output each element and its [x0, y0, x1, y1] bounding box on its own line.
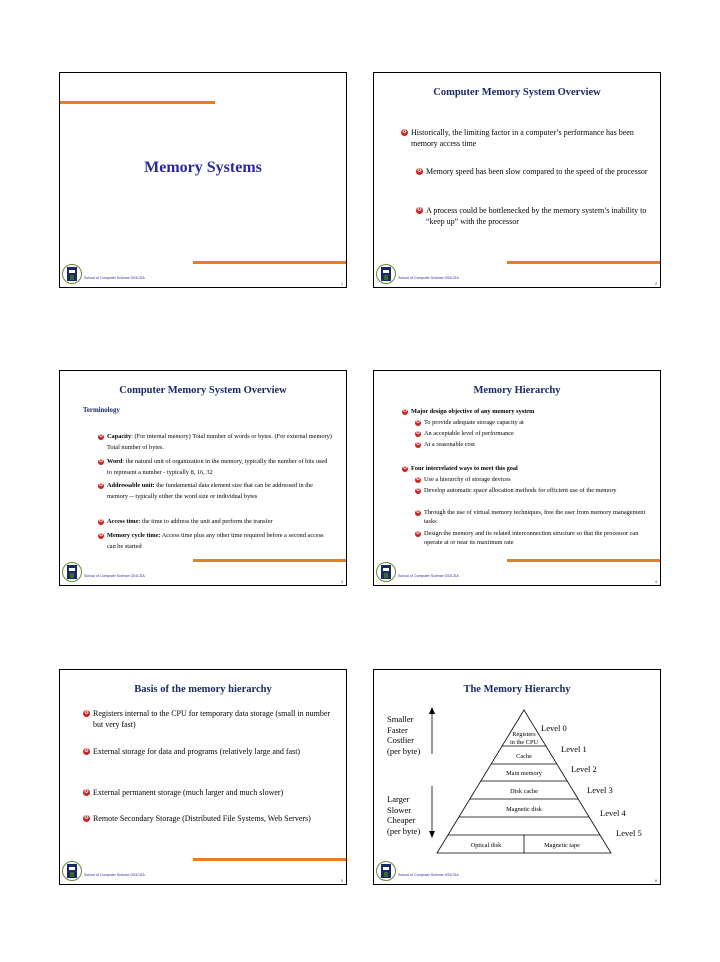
slide-title: Memory Systems: [144, 159, 262, 176]
slide-title: Memory Hierarchy: [473, 385, 561, 396]
page-number: 3: [341, 580, 343, 584]
tier-label: Optical disk: [470, 842, 502, 849]
bullet-icon: ✪: [402, 129, 407, 135]
bullet-item: ✪ A process could be bottlenecked by the memory system’s inability to “keep up” with the processor: [417, 206, 647, 226]
school-logo-icon: [376, 860, 396, 882]
bullet-item: ✪ External permanent storage (much larger and much slower): [84, 788, 284, 797]
tier-label: Main memory: [506, 770, 542, 777]
slide-3: [59, 370, 347, 586]
level-label: Level 5: [616, 828, 642, 838]
bullet-item: ✪ Registers internal to the CPU for temporary data storage (small in number but very fast): [84, 709, 331, 729]
school-logo-icon: [62, 860, 82, 882]
bullet-item: ✪ External storage for data and programs (relatively large and fast): [84, 747, 301, 756]
page-number: 4: [655, 580, 657, 584]
bullet-item: ✪ Remote Secondary Storage (Distributed File Systems, Web Servers): [84, 814, 311, 823]
level-label: Level 4: [600, 808, 626, 818]
bullet-icon: ✪: [99, 434, 103, 439]
term-item: ✪ Addressable unit: the fundamental data element size that can be addressed in the memory -- typically either the word size or individual bytes: [99, 482, 313, 500]
bullet-icon: ✪: [84, 748, 89, 754]
bullet-item: ✪ Historically, the limiting factor in a computer’s performance has been memory access time: [402, 128, 634, 148]
bullet-icon: ✪: [417, 207, 422, 213]
page-number: 2: [655, 282, 657, 286]
accent-bar-bottom: [507, 559, 661, 562]
bullet-icon: ✪: [416, 431, 420, 436]
level-label: Level 1: [561, 744, 587, 754]
sub-item: ✪ Through the use of virtual memory techniques, free the user from memory management tasks: [416, 509, 646, 525]
slide-title: Basis of the memory hierarchy: [134, 684, 272, 695]
school-logo-icon: [62, 263, 82, 285]
sub-item: ✪ At a reasonable cost: [416, 441, 475, 448]
page-number: 6: [655, 879, 657, 883]
tier-label: Magnetic disk: [506, 806, 542, 813]
bullet-icon: ✪: [84, 789, 89, 795]
bullet-icon: ✪: [99, 533, 103, 538]
tier-label: Magnetic tape: [544, 842, 580, 849]
arrow-down-icon: [429, 786, 435, 838]
sub-item: ✪ Use a hierarchy of storage devices: [416, 476, 511, 483]
bullet-icon: ✪: [416, 442, 420, 447]
memory-pyramid: [374, 670, 661, 885]
bullet-icon: ✪: [84, 710, 89, 716]
footer-school: School of Computer Science G51CSA: [398, 873, 459, 877]
page-number: 1: [341, 282, 343, 286]
bullet-icon: ✪: [99, 519, 103, 524]
sub-item: ✪ Develop automatic space allocation methods for efficient use of the memory: [416, 487, 617, 494]
level-label: Level 0: [541, 723, 567, 733]
bullet-icon: ✪: [416, 488, 420, 493]
sub-item: ✪ Design the memory and its related interconnection structure so that the processor can operate at or near its maximum rate: [416, 530, 639, 546]
school-logo-icon: [376, 561, 396, 583]
arrow-up-icon: [429, 707, 435, 754]
term-item: ✪ Memory cycle time: Access time plus any other time required before a second access can be started: [99, 532, 324, 550]
term-item: ✪ Access time: the time to address the unit and perform the transfer: [99, 518, 273, 525]
bullet-icon: ✪: [84, 815, 89, 821]
slide-1: [59, 72, 347, 288]
footer-school: School of Computer Science G51CSA: [84, 276, 145, 280]
level-label: Level 2: [571, 764, 597, 774]
slide-6: [373, 669, 661, 885]
footer-school: School of Computer Science G51CSA: [398, 574, 459, 578]
slide-title: The Memory Hierarchy: [463, 684, 571, 695]
school-logo-icon: [62, 561, 82, 583]
school-logo-icon: [376, 263, 396, 285]
bullet-icon: ✪: [403, 466, 407, 471]
slide-2: [373, 72, 661, 288]
sub-item: ✪ To provide adequate storage capacity at: [416, 419, 524, 426]
accent-bar-bottom: [507, 261, 661, 264]
bullet-icon: ✪: [416, 510, 420, 515]
bullet-icon: ✪: [99, 459, 103, 464]
accent-bar-bottom: [193, 858, 347, 861]
page-number: 5: [341, 879, 343, 883]
terminology-heading: Terminology: [83, 407, 120, 414]
bullet-icon: ✪: [416, 477, 420, 482]
bullet-item: ✪ Memory speed has been slow compared to the speed of the processor: [417, 167, 648, 176]
bullet-icon: ✪: [416, 420, 420, 425]
group-heading: ✪ Four interrelated ways to meet this goal: [403, 465, 518, 472]
bullet-icon: ✪: [99, 483, 103, 488]
top-label: Smaller Faster Costlier (per byte): [387, 714, 421, 756]
bottom-label: Larger Slower Cheaper (per byte): [387, 794, 421, 836]
term-item: ✪ Word: the natural unit of organization in the memory, typically the number of bits used to represent a number - typically 8, 16, 32: [99, 458, 328, 476]
accent-bar-top: [60, 101, 215, 104]
tier-label: Disk cache: [510, 788, 538, 795]
term-item: ✪ Capacity: (For internal memory) Total number of words or bytes. (For external memory) Total number of bytes.: [99, 433, 332, 451]
bullet-icon: ✪: [417, 168, 422, 174]
slide-5: [59, 669, 347, 885]
slide-4: [373, 370, 661, 586]
slide-title: Computer Memory System Overview: [119, 385, 287, 396]
group-heading: ✪ Major design objective of any memory system: [403, 408, 535, 415]
slide-title: Computer Memory System Overview: [433, 87, 601, 98]
footer-school: School of Computer Science G51CSA: [398, 276, 459, 280]
sub-item: ✪ An acceptable level of performance: [416, 430, 514, 437]
tier-label: Cache: [516, 753, 532, 760]
bullet-icon: ✪: [403, 409, 407, 414]
bullet-icon: ✪: [416, 531, 420, 536]
tier-label: in the CPU: [510, 739, 538, 746]
accent-bar-bottom: [193, 559, 347, 562]
tier-label: Registers: [512, 731, 536, 738]
footer-school: School of Computer Science G51CSA: [84, 574, 145, 578]
footer-school: School of Computer Science G51CSA: [84, 873, 145, 877]
level-label: Level 3: [587, 785, 613, 795]
accent-bar-bottom: [193, 261, 347, 264]
